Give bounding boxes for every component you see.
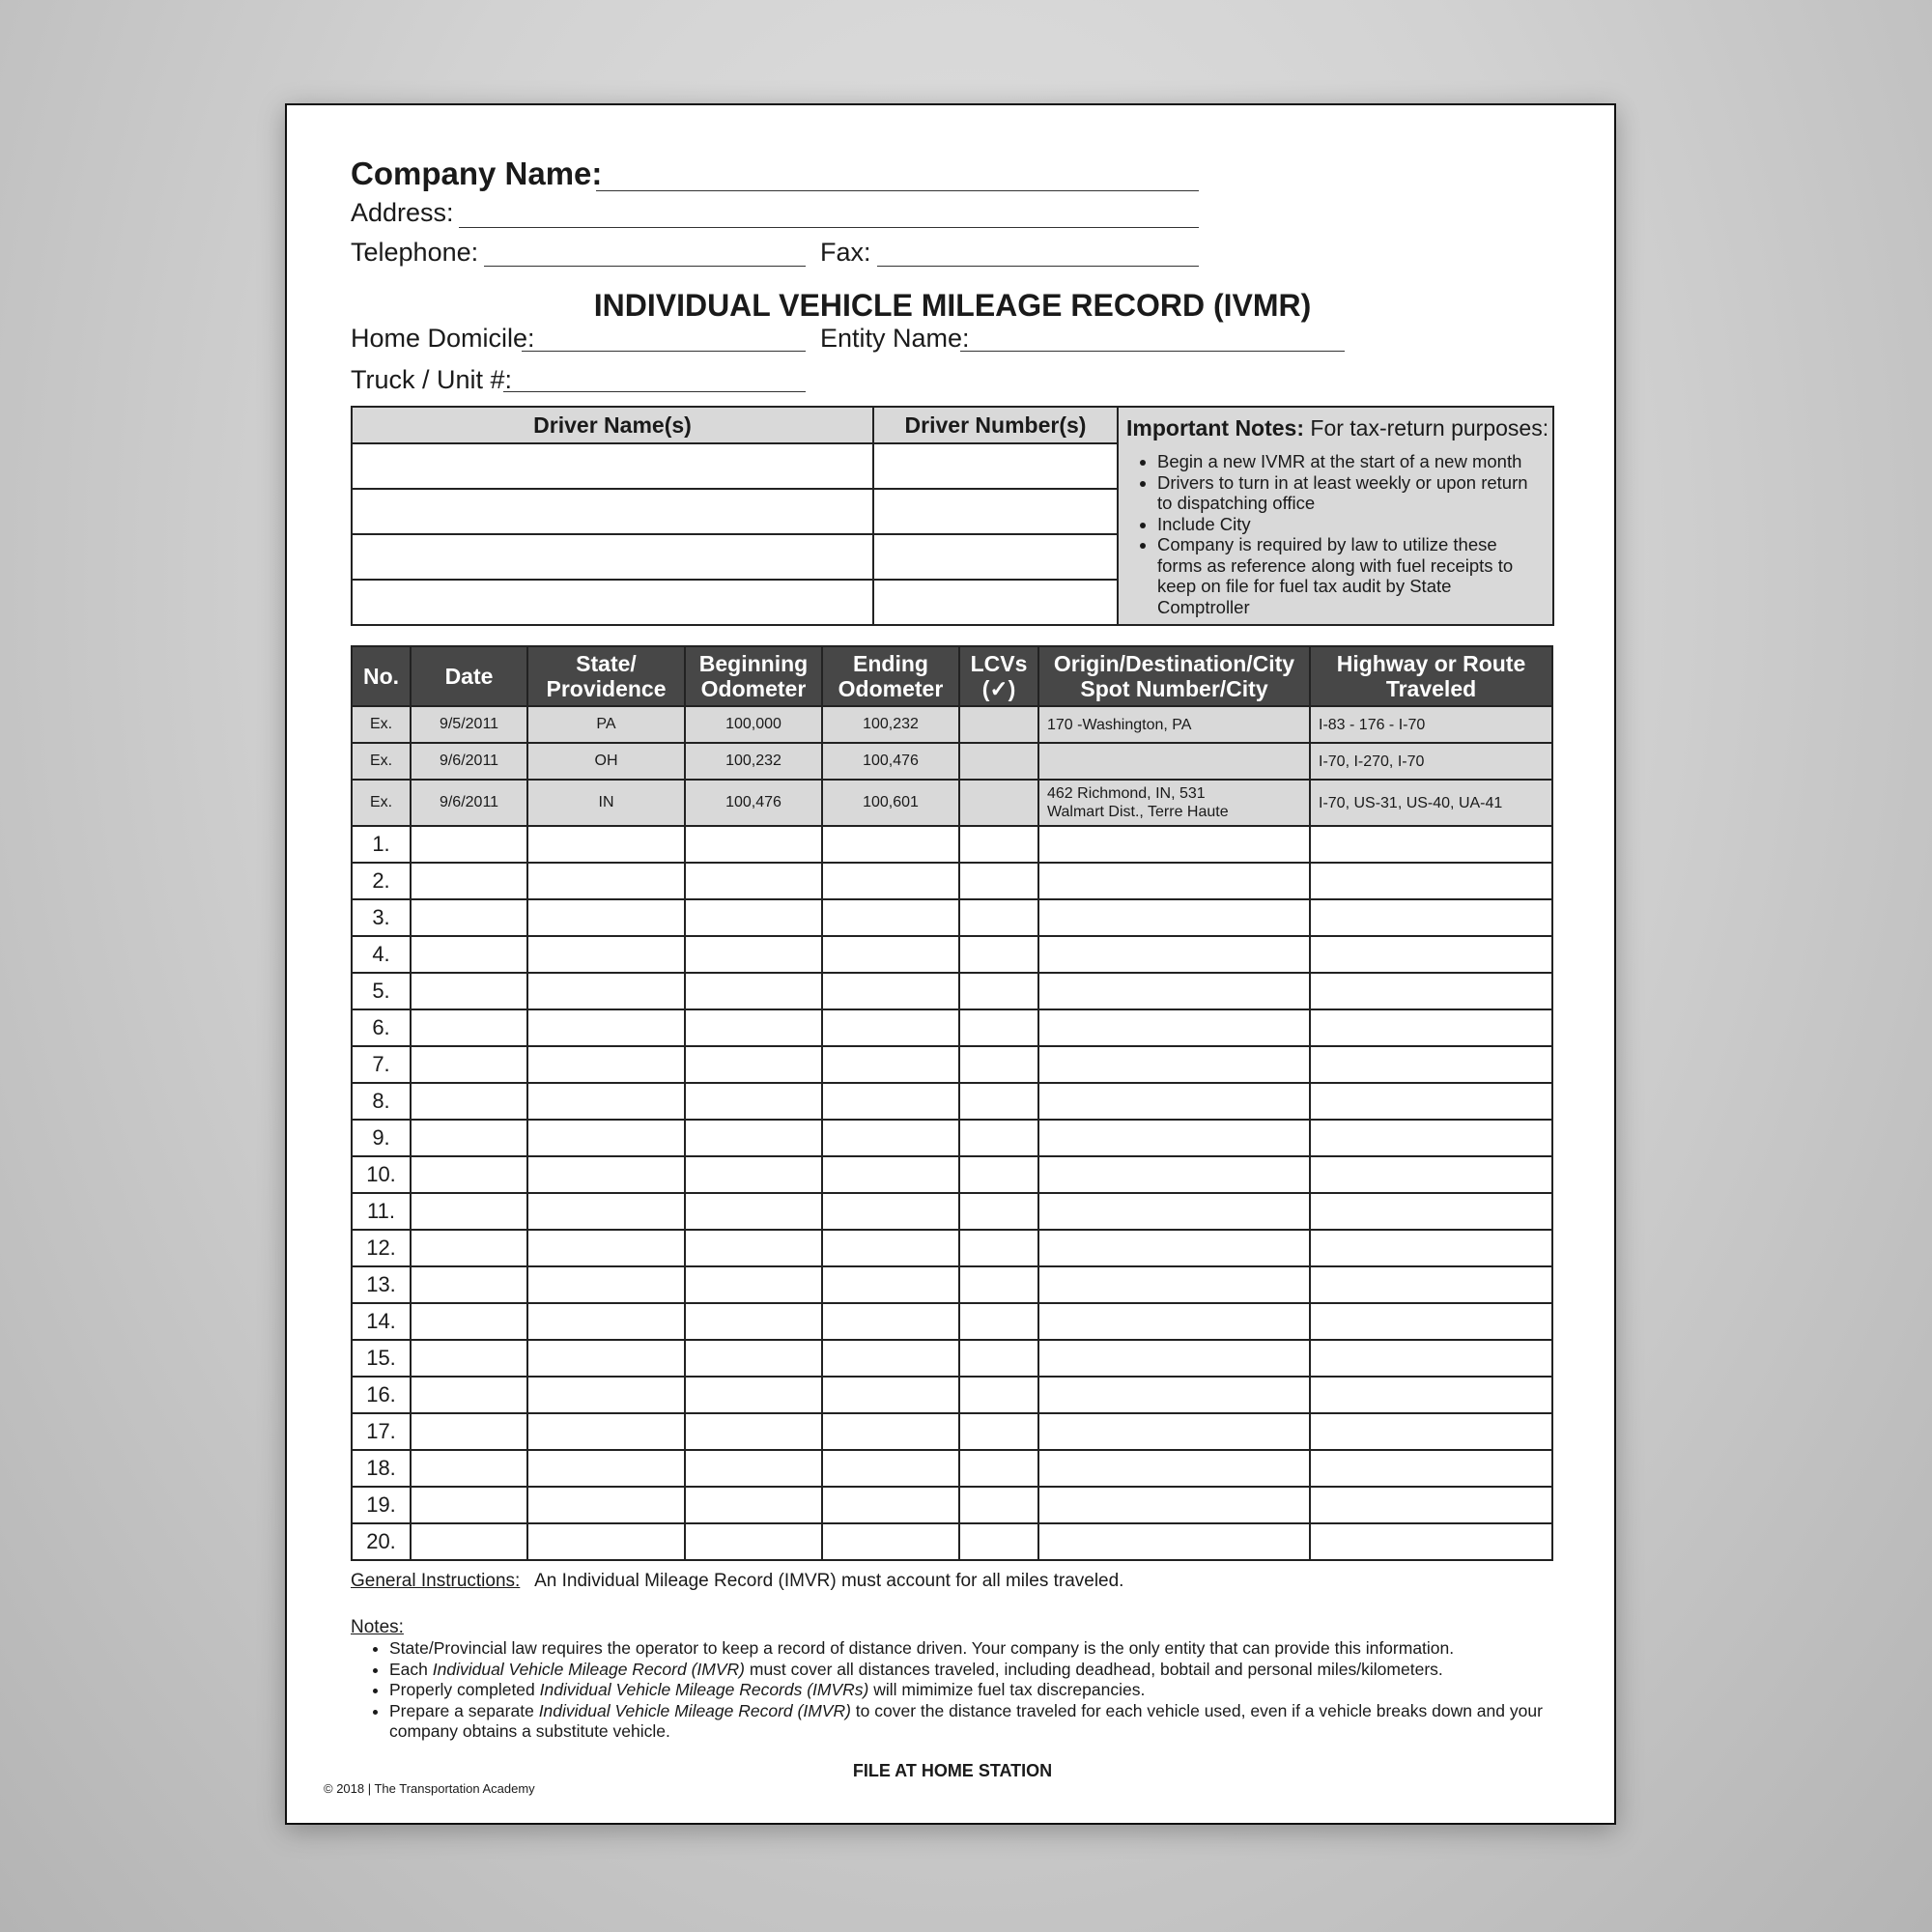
log-row: [352, 1523, 1552, 1560]
lcv-cell[interactable]: [959, 1193, 1038, 1230]
ex-route: I-83 - 176 - I-70: [1310, 706, 1552, 743]
route-cell[interactable]: [1310, 936, 1552, 973]
entity-name-line[interactable]: [960, 351, 1345, 352]
route-cell[interactable]: [1310, 1303, 1552, 1340]
example-row: [352, 706, 1552, 743]
origin-cell[interactable]: [1038, 1523, 1310, 1560]
begin-odometer-cell[interactable]: [685, 1487, 822, 1523]
example-row: [352, 743, 1552, 780]
log-row: [352, 1303, 1552, 1340]
important-notes-heading: [1126, 415, 1549, 441]
row-number: 4.: [352, 936, 411, 973]
driver-number-header: Driver Number(s): [873, 407, 1118, 443]
end-odometer-cell[interactable]: [822, 1377, 959, 1413]
route-cell[interactable]: [1310, 899, 1552, 936]
address-label: Address:: [351, 198, 454, 227]
date-cell[interactable]: [411, 1193, 527, 1230]
route-cell[interactable]: [1310, 1193, 1552, 1230]
date-cell[interactable]: [411, 1450, 527, 1487]
state-cell[interactable]: [527, 1193, 685, 1230]
date-cell[interactable]: [411, 1303, 527, 1340]
row-number: 2.: [352, 863, 411, 899]
date-cell[interactable]: [411, 1120, 527, 1156]
company-name-label: Company Name:: [351, 156, 603, 191]
origin-cell[interactable]: [1038, 1083, 1310, 1120]
date-cell[interactable]: [411, 1156, 527, 1193]
route-cell[interactable]: [1310, 1487, 1552, 1523]
lcv-cell[interactable]: [959, 863, 1038, 899]
important-note-item: • Company is required by law to utilize these forms as reference along with fuel receipts to keep on file for fuel tax audit by State Comptroller: [1157, 534, 1545, 617]
driver-number-cell[interactable]: [873, 443, 1118, 489]
row-number: 7.: [352, 1046, 411, 1083]
date-cell[interactable]: [411, 1377, 527, 1413]
general-instructions-text: An Individual Mileage Record (IMVR) must account for all miles traveled.: [534, 1571, 1124, 1591]
form-title: INDIVIDUAL VEHICLE MILEAGE RECORD (IVMR): [593, 288, 1312, 323]
copyright: © 2018 | The Transportation Academy: [324, 1781, 535, 1796]
important-notes-subtitle: For tax-return purposes:: [1310, 415, 1549, 440]
general-instructions-label: General Instructions:: [351, 1571, 521, 1591]
row-number: 3.: [352, 899, 411, 936]
date-cell[interactable]: [411, 899, 527, 936]
note-item: • Prepare a separate Individual Vehicle Mileage Record (IMVR) to cover the distance traveled for each vehicle used, even if a vehicle breaks down and your company obtains a substitute vehicle.: [389, 1701, 1568, 1743]
ex-origin: [1038, 743, 1310, 780]
state-cell[interactable]: [527, 1266, 685, 1303]
origin-cell[interactable]: [1038, 899, 1310, 936]
home-domicile-label: Home Domicile:: [351, 324, 535, 353]
origin-cell[interactable]: [1038, 973, 1310, 1009]
lcv-cell[interactable]: [959, 1266, 1038, 1303]
route-cell[interactable]: [1310, 1340, 1552, 1377]
end-odometer-cell[interactable]: [822, 1266, 959, 1303]
end-odometer-cell[interactable]: [822, 1083, 959, 1120]
end-odometer-cell[interactable]: [822, 1046, 959, 1083]
log-row: [352, 826, 1552, 863]
end-odometer-cell[interactable]: [822, 826, 959, 863]
begin-odometer-cell[interactable]: [685, 1009, 822, 1046]
lcv-cell[interactable]: [959, 1450, 1038, 1487]
log-row: [352, 1266, 1552, 1303]
route-cell[interactable]: [1310, 973, 1552, 1009]
home-domicile-line[interactable]: [522, 351, 806, 352]
begin-odometer-cell[interactable]: [685, 1303, 822, 1340]
end-odometer-cell[interactable]: [822, 1413, 959, 1450]
fax-line[interactable]: [877, 266, 1199, 267]
ex-origin: 462 Richmond, IN, 531 Walmart Dist., Terre Haute: [1038, 780, 1310, 826]
row-number: 11.: [352, 1193, 411, 1230]
log-row: [352, 1377, 1552, 1413]
note-item: • Each Individual Vehicle Mileage Record (IMVR) must cover all distances traveled, including deadhead, bobtail and personal miles/kilometers.: [389, 1660, 1568, 1681]
date-cell[interactable]: [411, 973, 527, 1009]
origin-cell[interactable]: [1038, 1046, 1310, 1083]
state-cell[interactable]: [527, 1413, 685, 1450]
begin-odometer-cell[interactable]: [685, 1450, 822, 1487]
col-lcv-header: LCVs (✓): [959, 646, 1038, 706]
end-odometer-cell[interactable]: [822, 899, 959, 936]
notes-list: [351, 1638, 1568, 1743]
telephone-label: Telephone:: [351, 238, 479, 267]
ex-begin-odometer: 100,000: [685, 706, 822, 743]
col-origin-header: Origin/Destination/City Spot Number/City: [1038, 646, 1310, 706]
origin-cell[interactable]: [1038, 936, 1310, 973]
fax-label: Fax:: [820, 238, 871, 267]
ex-date: 9/5/2011: [411, 706, 527, 743]
general-instructions: [351, 1571, 1123, 1592]
state-cell[interactable]: [527, 1487, 685, 1523]
row-number: 12.: [352, 1230, 411, 1266]
driver-name-cell[interactable]: [352, 443, 873, 489]
state-cell[interactable]: [527, 973, 685, 1009]
lcv-cell[interactable]: [959, 1156, 1038, 1193]
ex-lcv: [959, 743, 1038, 780]
company-name-line[interactable]: [596, 190, 1199, 191]
date-cell[interactable]: [411, 1413, 527, 1450]
important-note-item: • Drivers to turn in at least weekly or upon return to dispatching office: [1157, 472, 1545, 514]
route-cell[interactable]: [1310, 1009, 1552, 1046]
row-number: 14.: [352, 1303, 411, 1340]
log-row: [352, 973, 1552, 1009]
ex-state: PA: [527, 706, 685, 743]
state-cell[interactable]: [527, 1083, 685, 1120]
date-cell[interactable]: [411, 1266, 527, 1303]
important-notes-box: [1118, 407, 1553, 625]
driver-number-cell[interactable]: [873, 580, 1118, 625]
begin-odometer-cell[interactable]: [685, 1046, 822, 1083]
entity-name-label: Entity Name:: [820, 324, 970, 353]
end-odometer-cell[interactable]: [822, 1487, 959, 1523]
log-row: [352, 1193, 1552, 1230]
col-state-header: State/ Providence: [527, 646, 685, 706]
state-cell[interactable]: [527, 1046, 685, 1083]
row-number: 20.: [352, 1523, 411, 1560]
truck-unit-line[interactable]: [503, 391, 806, 392]
driver-name-cell[interactable]: [352, 489, 873, 534]
date-cell[interactable]: [411, 936, 527, 973]
lcv-cell[interactable]: [959, 1523, 1038, 1560]
log-row: [352, 899, 1552, 936]
date-cell[interactable]: [411, 1009, 527, 1046]
ex-no: Ex.: [352, 743, 411, 780]
state-cell[interactable]: [527, 1340, 685, 1377]
begin-odometer-cell[interactable]: [685, 1413, 822, 1450]
state-cell[interactable]: [527, 863, 685, 899]
origin-cell[interactable]: [1038, 1303, 1310, 1340]
col-begin-odometer-header: Beginning Odometer: [685, 646, 822, 706]
ex-date: 9/6/2011: [411, 743, 527, 780]
end-odometer-cell[interactable]: [822, 1523, 959, 1560]
lcv-cell[interactable]: [959, 1230, 1038, 1266]
log-row: [352, 1009, 1552, 1046]
end-odometer-cell[interactable]: [822, 1156, 959, 1193]
date-cell[interactable]: [411, 1487, 527, 1523]
col-end-odometer-header: Ending Odometer: [822, 646, 959, 706]
ex-begin-odometer: 100,476: [685, 780, 822, 826]
begin-odometer-cell[interactable]: [685, 1377, 822, 1413]
lcv-cell[interactable]: [959, 1303, 1038, 1340]
important-note-item: • Begin a new IVMR at the start of a new month: [1157, 451, 1545, 472]
lcv-cell[interactable]: [959, 1487, 1038, 1523]
end-odometer-cell[interactable]: [822, 973, 959, 1009]
row-number: 5.: [352, 973, 411, 1009]
route-cell[interactable]: [1310, 1450, 1552, 1487]
date-cell[interactable]: [411, 1340, 527, 1377]
lcv-cell[interactable]: [959, 1340, 1038, 1377]
end-odometer-cell[interactable]: [822, 1303, 959, 1340]
row-number: 9.: [352, 1120, 411, 1156]
end-odometer-cell[interactable]: [822, 1009, 959, 1046]
lcv-cell[interactable]: [959, 1083, 1038, 1120]
date-cell[interactable]: [411, 1046, 527, 1083]
driver-table: [351, 406, 1554, 626]
log-row: [352, 1120, 1552, 1156]
row-number: 17.: [352, 1413, 411, 1450]
example-row: [352, 780, 1552, 826]
important-note-item: • Include City: [1157, 514, 1545, 535]
ex-route: I-70, US-31, US-40, UA-41: [1310, 780, 1552, 826]
log-row: [352, 1450, 1552, 1487]
begin-odometer-cell[interactable]: [685, 936, 822, 973]
col-date-header: Date: [411, 646, 527, 706]
state-cell[interactable]: [527, 1303, 685, 1340]
origin-cell[interactable]: [1038, 1009, 1310, 1046]
begin-odometer-cell[interactable]: [685, 1266, 822, 1303]
begin-odometer-cell[interactable]: [685, 1230, 822, 1266]
lcv-cell[interactable]: [959, 936, 1038, 973]
ex-state: IN: [527, 780, 685, 826]
row-number: 16.: [352, 1377, 411, 1413]
row-number: 1.: [352, 826, 411, 863]
begin-odometer-cell[interactable]: [685, 1156, 822, 1193]
driver-name-cell[interactable]: [352, 580, 873, 625]
ex-route: I-70, I-270, I-70: [1310, 743, 1552, 780]
route-cell[interactable]: [1310, 1230, 1552, 1266]
col-route-header: Highway or Route Traveled: [1310, 646, 1552, 706]
route-cell[interactable]: [1310, 1120, 1552, 1156]
log-row: [352, 1046, 1552, 1083]
state-cell[interactable]: [527, 936, 685, 973]
row-number: 10.: [352, 1156, 411, 1193]
begin-odometer-cell[interactable]: [685, 1193, 822, 1230]
driver-name-cell[interactable]: [352, 534, 873, 580]
ex-no: Ex.: [352, 706, 411, 743]
lcv-cell[interactable]: [959, 899, 1038, 936]
row-number: 18.: [352, 1450, 411, 1487]
date-cell[interactable]: [411, 1083, 527, 1120]
mileage-log-table: [351, 645, 1553, 1561]
state-cell[interactable]: [527, 1009, 685, 1046]
state-cell[interactable]: [527, 1450, 685, 1487]
row-number: 6.: [352, 1009, 411, 1046]
state-cell[interactable]: [527, 1523, 685, 1560]
route-cell[interactable]: [1310, 1523, 1552, 1560]
ex-origin: 170 -Washington, PA: [1038, 706, 1310, 743]
ex-no: Ex.: [352, 780, 411, 826]
lcv-cell[interactable]: [959, 1413, 1038, 1450]
date-cell[interactable]: [411, 1523, 527, 1560]
ex-end-odometer: 100,232: [822, 706, 959, 743]
row-number: 8.: [352, 1083, 411, 1120]
end-odometer-cell[interactable]: [822, 863, 959, 899]
telephone-line[interactable]: [484, 266, 806, 267]
driver-name-header: Driver Name(s): [352, 407, 873, 443]
log-row: [352, 1413, 1552, 1450]
end-odometer-cell[interactable]: [822, 1120, 959, 1156]
end-odometer-cell[interactable]: [822, 1450, 959, 1487]
state-cell[interactable]: [527, 826, 685, 863]
end-odometer-cell[interactable]: [822, 1230, 959, 1266]
ex-end-odometer: 100,476: [822, 743, 959, 780]
log-row: [352, 1340, 1552, 1377]
begin-odometer-cell[interactable]: [685, 1120, 822, 1156]
route-cell[interactable]: [1310, 1266, 1552, 1303]
origin-cell[interactable]: [1038, 1120, 1310, 1156]
end-odometer-cell[interactable]: [822, 1193, 959, 1230]
row-number: 19.: [352, 1487, 411, 1523]
ex-date: 9/6/2011: [411, 780, 527, 826]
state-cell[interactable]: [527, 1377, 685, 1413]
driver-number-cell[interactable]: [873, 489, 1118, 534]
log-row: [352, 936, 1552, 973]
note-item: • Properly completed Individual Vehicle Mileage Records (IMVRs) will mimimize fuel tax discrepancies.: [389, 1680, 1568, 1701]
log-row: [352, 1083, 1552, 1120]
lcv-cell[interactable]: [959, 973, 1038, 1009]
origin-cell[interactable]: [1038, 1193, 1310, 1230]
date-cell[interactable]: [411, 1230, 527, 1266]
begin-odometer-cell[interactable]: [685, 1523, 822, 1560]
row-number: 13.: [352, 1266, 411, 1303]
lcv-cell[interactable]: [959, 826, 1038, 863]
origin-cell[interactable]: [1038, 1266, 1310, 1303]
route-cell[interactable]: [1310, 1046, 1552, 1083]
log-row: [352, 1487, 1552, 1523]
origin-cell[interactable]: [1038, 1413, 1310, 1450]
state-cell[interactable]: [527, 899, 685, 936]
begin-odometer-cell[interactable]: [685, 1083, 822, 1120]
origin-cell[interactable]: [1038, 1156, 1310, 1193]
origin-cell[interactable]: [1038, 1340, 1310, 1377]
col-no-header: No.: [352, 646, 411, 706]
route-cell[interactable]: [1310, 1156, 1552, 1193]
lcv-cell[interactable]: [959, 1120, 1038, 1156]
lcv-cell[interactable]: [959, 1046, 1038, 1083]
log-row: [352, 1156, 1552, 1193]
form-sheet: [285, 103, 1616, 1825]
origin-cell[interactable]: [1038, 1450, 1310, 1487]
important-notes-list: [1126, 451, 1545, 617]
log-row: [352, 863, 1552, 899]
origin-cell[interactable]: [1038, 1377, 1310, 1413]
state-cell[interactable]: [527, 1120, 685, 1156]
lcv-cell[interactable]: [959, 1377, 1038, 1413]
row-number: 15.: [352, 1340, 411, 1377]
route-cell[interactable]: [1310, 1083, 1552, 1120]
date-cell[interactable]: [411, 863, 527, 899]
origin-cell[interactable]: [1038, 863, 1310, 899]
file-at-home-station: FILE AT HOME STATION: [852, 1761, 1053, 1780]
begin-odometer-cell[interactable]: [685, 863, 822, 899]
route-cell[interactable]: [1310, 863, 1552, 899]
begin-odometer-cell[interactable]: [685, 973, 822, 1009]
route-cell[interactable]: [1310, 826, 1552, 863]
origin-cell[interactable]: [1038, 826, 1310, 863]
address-line[interactable]: [459, 227, 1199, 228]
ex-state: OH: [527, 743, 685, 780]
driver-number-cell[interactable]: [873, 534, 1118, 580]
notes-label: Notes:: [351, 1617, 404, 1637]
ex-end-odometer: 100,601: [822, 780, 959, 826]
route-cell[interactable]: [1310, 1377, 1552, 1413]
end-odometer-cell[interactable]: [822, 1340, 959, 1377]
important-notes-title: Important Notes:: [1126, 415, 1304, 440]
ex-begin-odometer: 100,232: [685, 743, 822, 780]
begin-odometer-cell[interactable]: [685, 899, 822, 936]
ex-lcv: [959, 780, 1038, 826]
state-cell[interactable]: [527, 1156, 685, 1193]
note-item: • State/Provincial law requires the operator to keep a record of distance driven. Your company is the only entity that can provide this information.: [389, 1638, 1568, 1660]
ex-lcv: [959, 706, 1038, 743]
begin-odometer-cell[interactable]: [685, 826, 822, 863]
route-cell[interactable]: [1310, 1413, 1552, 1450]
begin-odometer-cell[interactable]: [685, 1340, 822, 1377]
origin-cell[interactable]: [1038, 1230, 1310, 1266]
lcv-cell[interactable]: [959, 1009, 1038, 1046]
truck-unit-label: Truck / Unit #:: [351, 365, 513, 394]
log-row: [352, 1230, 1552, 1266]
end-odometer-cell[interactable]: [822, 936, 959, 973]
state-cell[interactable]: [527, 1230, 685, 1266]
date-cell[interactable]: [411, 826, 527, 863]
origin-cell[interactable]: [1038, 1487, 1310, 1523]
